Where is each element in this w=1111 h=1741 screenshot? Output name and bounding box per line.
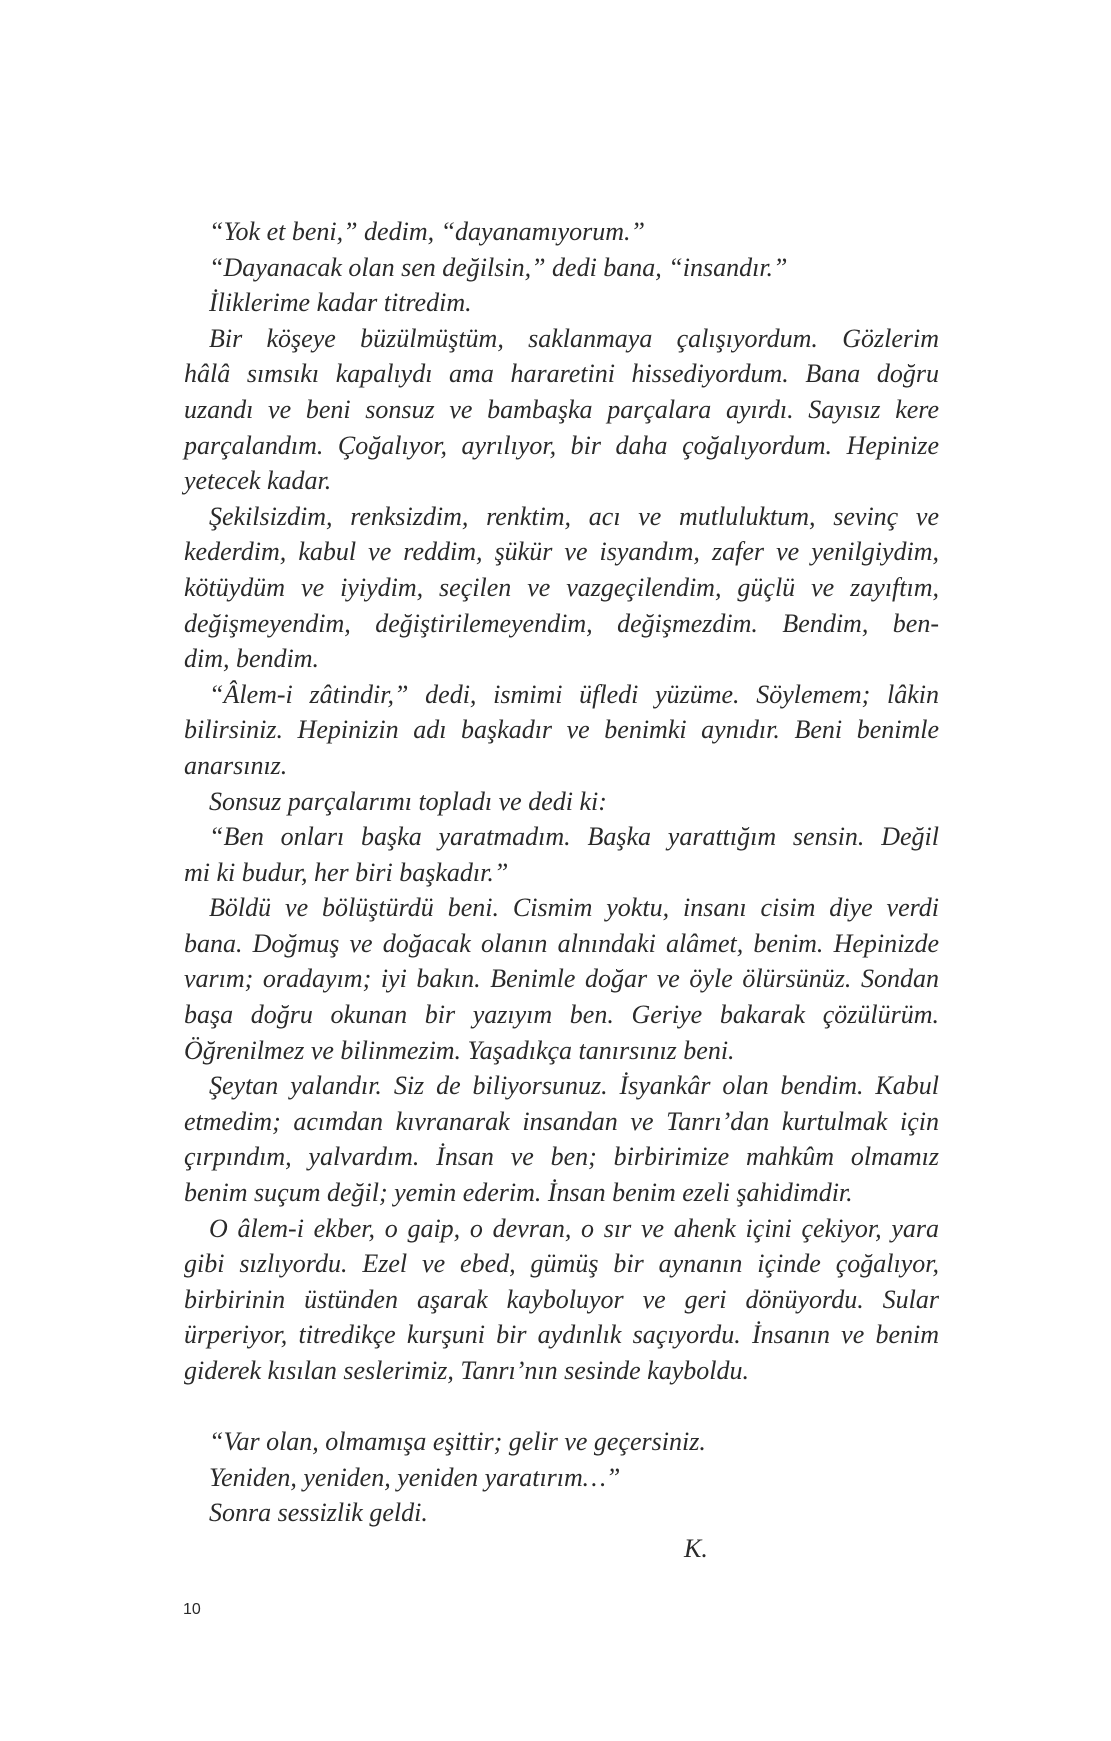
- text-line: bana. Doğmuş ve doğacak olanın alnındaki alâmet, benim. Hepinizde: [184, 928, 939, 958]
- text-line: çırpındım, yalvardım. İnsan ve ben; birbirimize mahkûm olmamız: [184, 1142, 939, 1172]
- text-line: Şeytan yalandır. Siz de biliyorsunuz. İsyankâr olan bendim. Kabul: [209, 1071, 939, 1101]
- text-line: varım; oradayım; iyi bakın. Benimle doğar ve öyle ölürsünüz. Sondan: [184, 964, 939, 994]
- closing-verse: [184, 1424, 939, 1531]
- text-line: parçalandım. Çoğalıyor, ayrılıyor, bir daha çoğalıyordum. Hepinize: [184, 430, 939, 460]
- text-line: Sonsuz parçalarımı topladı ve dedi ki:: [209, 786, 607, 816]
- verse-line: Yeniden, yeniden, yeniden yaratırım…”: [209, 1462, 621, 1492]
- text-line: başa doğru okunan bir yazıyım ben. Geriye bakarak çözülürüm.: [184, 1000, 939, 1030]
- main-paragraphs: [184, 214, 939, 1389]
- text-line: mi ki budur, her biri başkadır.”: [184, 857, 509, 887]
- text-line: değişmeyendim, değiştirilemeyendim, değişmezdim. Bendim, ben-: [184, 608, 939, 638]
- text-line: “Dayanacak olan sen değilsin,” dedi bana, “insandır.”: [209, 252, 788, 282]
- text-line: “Âlem-i zâtindir,” dedi, ismimi üfledi yüzüme. Söylemem; lâkin: [209, 679, 939, 709]
- text-line: gibi sızlıyordu. Ezel ve ebed, gümüş bir aynanın içinde çoğalıyor,: [184, 1249, 939, 1279]
- text-line: birbirinin üstünden aşarak kayboluyor ve geri dönüyordu. Sular: [184, 1284, 939, 1314]
- verse-line: Sonra sessizlik geldi.: [209, 1498, 428, 1528]
- text-line: etmedim; acımdan kıvranarak insandan ve Tanrı’dan kurtulmak için: [184, 1106, 939, 1136]
- text-line: O âlem-i ekber, o gaip, o devran, o sır ve ahenk içini çekiyor, yara: [209, 1213, 939, 1243]
- signature: K.: [684, 1533, 708, 1563]
- stanza-gap: [184, 1389, 939, 1425]
- text-line: hâlâ sımsıkı kapalıydı ama hararetini hissediyordum. Bana doğru: [184, 359, 939, 389]
- body-text: [184, 214, 939, 1567]
- text-line: Öğrenilmez ve bilinmezim. Yaşadıkça tanırsınız beni.: [184, 1035, 735, 1065]
- text-line: anarsınız.: [184, 750, 288, 780]
- text-line: Şekilsizdim, renksizdim, renktim, acı ve mutluluktum, sevinç ve: [209, 501, 939, 531]
- text-line: kederdim, kabul ve reddim, şükür ve isyandım, zafer ve yenilgiydim,: [184, 537, 939, 567]
- text-line: dim, bendim.: [184, 644, 320, 674]
- text-line: “Ben onları başka yaratmadım. Başka yarattığım sensin. Değil: [209, 822, 939, 852]
- text-line: ürperiyor, titredikçe kurşuni bir aydınlık saçıyordu. İnsanın ve benim: [184, 1320, 939, 1350]
- text-line: bilirsiniz. Hepinizin adı başkadır ve benimki aynıdır. Beni benimle: [184, 715, 939, 745]
- verse-line: “Var olan, olmamışa eşittir; gelir ve geçersiniz.: [209, 1427, 706, 1457]
- text-line: giderek kısılan seslerimiz, Tanrı’nın sesinde kayboldu.: [184, 1356, 749, 1385]
- text-line: uzandı ve beni sonsuz ve bambaşka parçalara ayırdı. Sayısız kere: [184, 394, 939, 424]
- page-number: 10: [183, 1601, 201, 1618]
- text-line: kötüydüm ve iyiydim, seçilen ve vazgeçilendim, güçlü ve zayıftım,: [184, 572, 939, 602]
- text-line: Böldü ve bölüştürdü beni. Cismim yoktu, insanı cisim diye verdi: [209, 893, 939, 923]
- text-line: yetecek kadar.: [184, 466, 332, 496]
- text-line: benim suçum değil; yemin ederim. İnsan benim ezeli şahidimdir.: [184, 1178, 853, 1208]
- text-line: “Yok et beni,” dedim, “dayanamıyorum.”: [209, 217, 645, 246]
- text-line: Bir köşeye büzülmüştüm, saklanmaya çalışıyordum. Gözlerim: [209, 323, 939, 353]
- text-line: İliklerime kadar titredim.: [209, 288, 472, 318]
